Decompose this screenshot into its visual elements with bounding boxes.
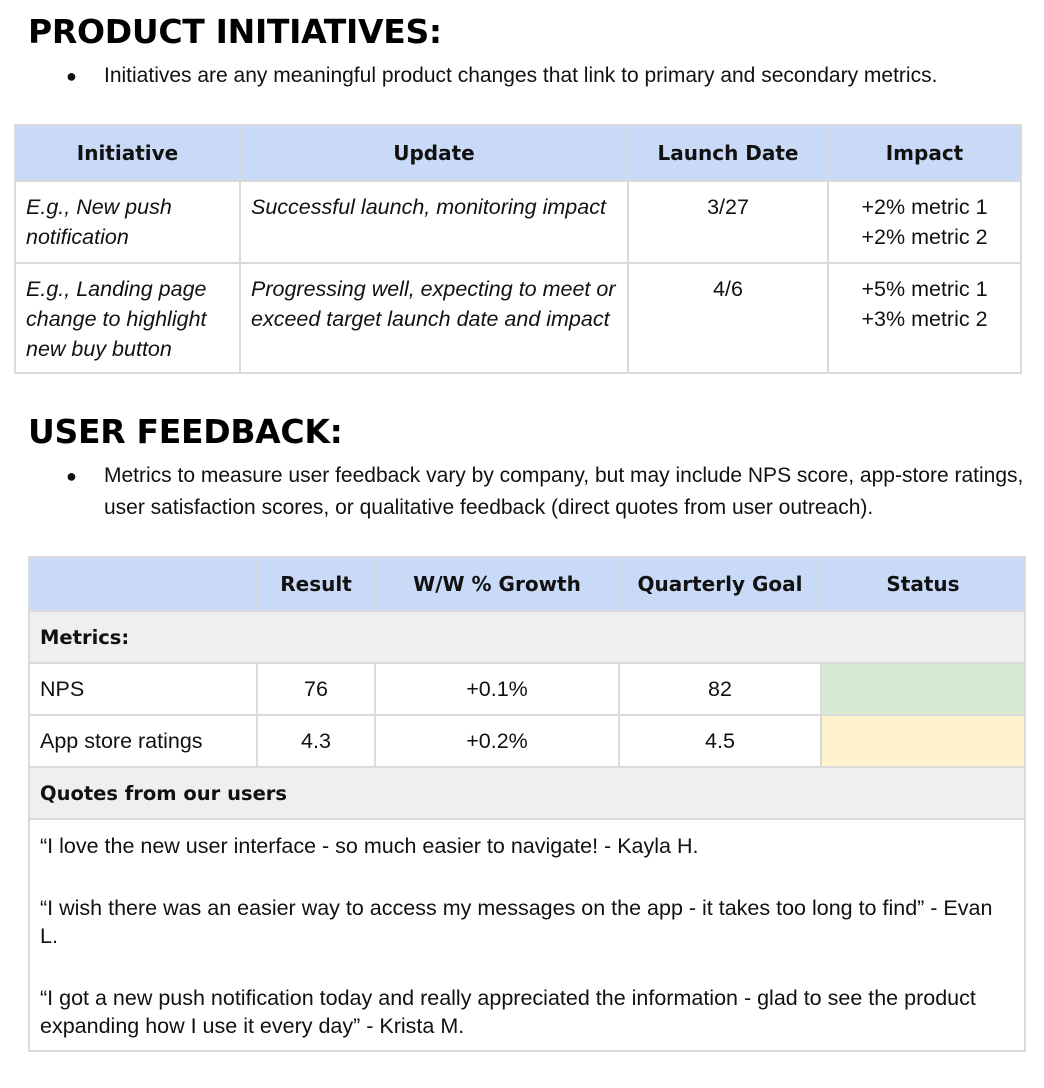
quotes-section-label: Quotes from our users bbox=[29, 767, 1025, 819]
goal-cell: 4.5 bbox=[619, 715, 821, 767]
goal-cell: 82 bbox=[619, 663, 821, 715]
feedback-bullet-text: Metrics to measure user feedback vary by company, but may include NPS score, app-store ratings, user satisfaction scores, or qualitative feedback (direct quotes from user outreach). bbox=[104, 464, 1024, 519]
column-header: Initiative bbox=[15, 125, 240, 181]
section-row bbox=[29, 767, 1025, 819]
bullet-icon: ● bbox=[66, 66, 77, 86]
feedback-table bbox=[28, 556, 1026, 1052]
initiatives-bullet-text: Initiatives are any meaningful product changes that link to primary and secondary metrics. bbox=[104, 64, 938, 87]
metric-name-cell: NPS bbox=[29, 663, 257, 715]
column-header: Launch Date bbox=[628, 125, 828, 181]
growth-cell: +0.2% bbox=[375, 715, 619, 767]
table-row bbox=[15, 181, 1021, 263]
metrics-section-label: Metrics: bbox=[29, 611, 1025, 663]
table-row bbox=[15, 263, 1021, 373]
user-quote: “I got a new push notification today and really appreciated the information - glad to see the product expanding how I use it every day” - Krista M. bbox=[40, 986, 976, 1038]
user-quote: “I wish there was an easier way to access my messages on the app - it takes too long to find” - Evan L. bbox=[40, 896, 993, 948]
column-header: Quarterly Goal bbox=[619, 557, 821, 611]
table-header-row bbox=[15, 125, 1021, 181]
initiatives-table bbox=[14, 124, 1022, 374]
launch-date-cell: 3/27 bbox=[628, 181, 828, 263]
column-header: Impact bbox=[828, 125, 1021, 181]
bullet-icon: ● bbox=[66, 466, 77, 486]
column-header: Result bbox=[257, 557, 375, 611]
result-cell: 4.3 bbox=[257, 715, 375, 767]
initiative-cell: E.g., Landing page change to highlight new buy button bbox=[15, 263, 240, 373]
user-feedback-heading: USER FEEDBACK: bbox=[28, 412, 343, 451]
product-initiatives-heading: PRODUCT INITIATIVES: bbox=[28, 12, 442, 51]
status-cell bbox=[821, 715, 1025, 767]
impact-line: +3% metric 2 bbox=[861, 307, 988, 331]
table-header-row bbox=[29, 557, 1025, 611]
quotes-cell bbox=[29, 819, 1025, 1051]
update-cell: Progressing well, expecting to meet or exceed target launch date and impact bbox=[240, 263, 628, 373]
launch-date-cell: 4/6 bbox=[628, 263, 828, 373]
update-cell: Successful launch, monitoring impact bbox=[240, 181, 628, 263]
quotes-row bbox=[29, 819, 1025, 1051]
impact-cell bbox=[828, 181, 1021, 263]
user-quote: “I love the new user interface - so much easier to navigate! - Kayla H. bbox=[40, 834, 699, 858]
section-row bbox=[29, 611, 1025, 663]
result-cell: 76 bbox=[257, 663, 375, 715]
status-cell bbox=[821, 663, 1025, 715]
impact-line: +2% metric 2 bbox=[861, 225, 988, 249]
growth-cell: +0.1% bbox=[375, 663, 619, 715]
column-header: Update bbox=[240, 125, 628, 181]
table-row bbox=[29, 715, 1025, 767]
impact-line: +5% metric 1 bbox=[861, 277, 988, 301]
impact-cell bbox=[828, 263, 1021, 373]
column-header: W/W % Growth bbox=[375, 557, 619, 611]
initiative-cell: E.g., New push notification bbox=[15, 181, 240, 263]
column-header bbox=[29, 557, 257, 611]
metric-name-cell: App store ratings bbox=[29, 715, 257, 767]
column-header: Status bbox=[821, 557, 1025, 611]
table-row bbox=[29, 663, 1025, 715]
impact-line: +2% metric 1 bbox=[861, 195, 988, 219]
